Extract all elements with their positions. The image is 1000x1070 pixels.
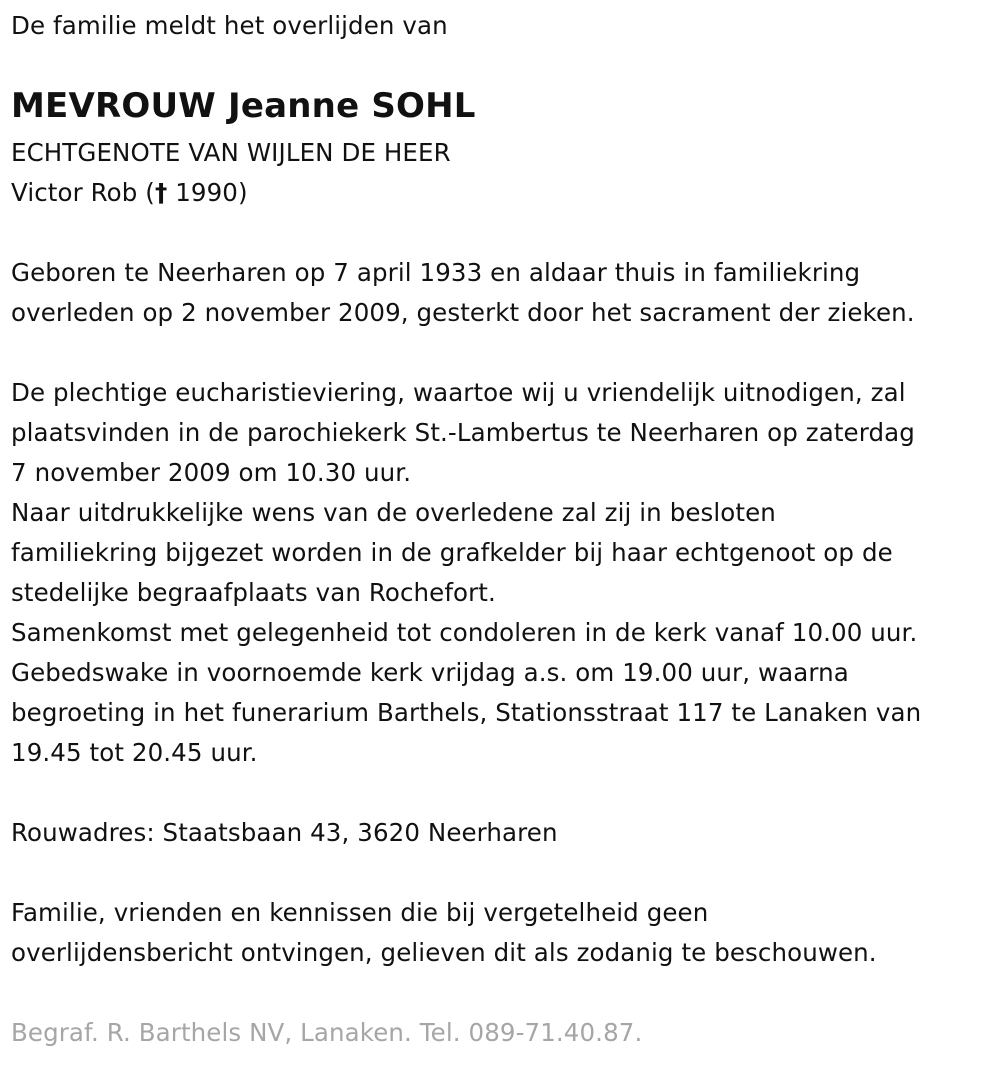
service-line: plaatsvinden in de parochiekerk St.-Lambertus te Neerharen op zaterdag bbox=[11, 418, 915, 447]
cross-icon: † bbox=[154, 178, 168, 207]
birth-line: Geboren te Neerharen op 7 april 1933 en aldaar thuis in familiekring bbox=[11, 258, 861, 287]
relation-block bbox=[11, 133, 451, 213]
notice-line: Familie, vrienden en kennissen die bij vergetelheid geen bbox=[11, 898, 709, 927]
service-line: begroeting in het funerarium Barthels, Stationsstraat 117 te Lanaken van bbox=[11, 698, 922, 727]
deceased-name: MEVROUW Jeanne SOHL bbox=[11, 86, 476, 126]
service-line: 19.45 tot 20.45 uur. bbox=[11, 738, 258, 767]
intro-text: De familie meldt het overlijden van bbox=[11, 11, 448, 40]
service-line: stedelijke begraafplaats van Rochefort. bbox=[11, 578, 496, 607]
service-line: Gebedswake in voornoemde kerk vrijdag a.s. om 19.00 uur, waarna bbox=[11, 658, 849, 687]
funeral-home-footer: Begraf. R. Barthels NV, Lanaken. Tel. 089-71.40.87. bbox=[11, 1018, 643, 1047]
spouse-name: Victor Rob ( bbox=[11, 178, 155, 207]
service-line: 7 november 2009 om 10.30 uur. bbox=[11, 458, 412, 487]
service-line: Samenkomst met gelegenheid tot condoleren in de kerk vanaf 10.00 uur. bbox=[11, 618, 918, 647]
service-line: Naar uitdrukkelijke wens van de overledene zal zij in besloten bbox=[11, 498, 776, 527]
address-paragraph bbox=[11, 813, 558, 853]
notice-paragraph bbox=[11, 893, 877, 973]
service-line: De plechtige eucharistieviering, waartoe wij u vriendelijk uitnodigen, zal bbox=[11, 378, 906, 407]
mourning-address: Rouwadres: Staatsbaan 43, 3620 Neerharen bbox=[11, 818, 558, 847]
relation-text: ECHTGENOTE VAN WIJLEN DE HEER bbox=[11, 138, 451, 167]
service-line: familiekring bijgezet worden in de grafkelder bij haar echtgenoot op de bbox=[11, 538, 893, 567]
spouse-line bbox=[11, 173, 451, 213]
spouse-year: 1990) bbox=[167, 178, 248, 207]
notice-line: overlijdensbericht ontvingen, gelieven dit als zodanig te beschouwen. bbox=[11, 938, 877, 967]
birth-paragraph bbox=[11, 253, 915, 333]
birth-line: overleden op 2 november 2009, gesterkt door het sacrament der zieken. bbox=[11, 298, 915, 327]
service-paragraph bbox=[11, 373, 921, 773]
